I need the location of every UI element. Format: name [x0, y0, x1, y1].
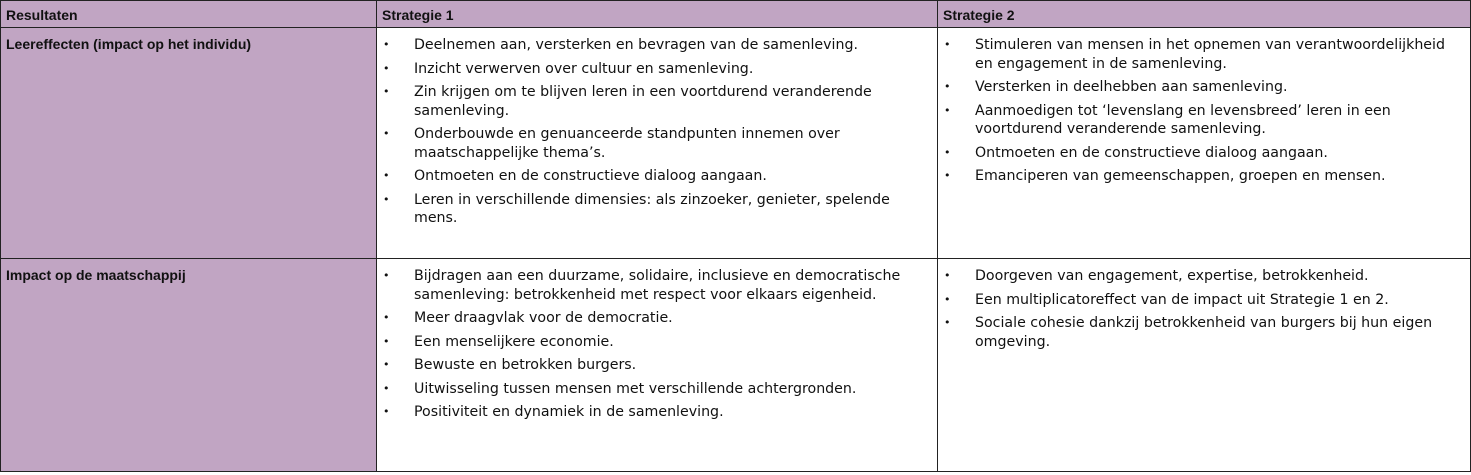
list-item-text: Deelnemen aan, versterken en bevragen van de samenleving.	[414, 37, 859, 53]
list-item-text: Versterken in deelhebben aan samenleving.	[975, 79, 1288, 95]
list-item-text: Meer draagvlak voor de democratie.	[414, 310, 673, 326]
list-item-text: Ontmoeten en de constructieve dialoog aangaan.	[414, 168, 767, 184]
list-item	[377, 60, 931, 79]
list-item-text: Inzicht verwerven over cultuur en samenleving.	[414, 60, 754, 77]
bullet-icon: •	[383, 38, 390, 51]
bullet-icon: •	[944, 269, 951, 282]
bullet-icon: •	[944, 169, 951, 182]
list-item	[377, 356, 931, 375]
list-item	[377, 125, 931, 162]
list-item	[938, 314, 1464, 351]
list-item	[377, 167, 931, 186]
bullet-list	[377, 267, 931, 422]
list-item	[377, 83, 931, 120]
table-row	[1, 28, 1471, 259]
bullet-icon: •	[383, 127, 390, 140]
bullet-icon: •	[944, 316, 951, 329]
bullet-icon: •	[944, 292, 951, 306]
bullet-icon: •	[383, 269, 390, 282]
list-item-text: Een multiplicatoreffect van de impact uit Strategie 1 en 2.	[975, 291, 1389, 308]
bullet-icon: •	[383, 405, 390, 418]
bullet-icon: •	[383, 358, 390, 371]
list-item	[938, 291, 1464, 310]
cell-strategie-2	[938, 259, 1471, 472]
list-item-text: Doorgeven van engagement, expertise, betrokkenheid.	[975, 268, 1369, 284]
bullet-icon: •	[383, 192, 390, 206]
table-header-row	[1, 1, 1471, 28]
list-item-text: Ontmoeten en de constructieve dialoog aangaan.	[975, 144, 1328, 161]
header-resultaten: Resultaten	[1, 1, 377, 28]
bullet-list	[938, 36, 1464, 186]
list-item-text: Uitwisseling tussen mensen met verschillende achtergronden.	[414, 380, 857, 397]
bullet-icon: •	[383, 61, 390, 75]
header-strategie-1: Strategie 1	[377, 1, 938, 28]
list-item	[377, 36, 931, 55]
list-item-text: Stimuleren van mensen in het opnemen van verantwoordelijkheid en engagement in de samenleving.	[975, 37, 1445, 72]
list-item	[377, 380, 931, 399]
row-label-leereffecten: Leereffecten (impact op het individu)	[1, 28, 377, 259]
list-item	[377, 403, 931, 422]
list-item-text: Bijdragen aan een duurzame, solidaire, inclusieve en democratische samenleving: betrokkenheid met respect voor elkaars eigenheid.	[414, 268, 901, 303]
list-item	[377, 191, 931, 228]
bullet-list	[938, 267, 1464, 351]
header-strategie-2: Strategie 2	[938, 1, 1471, 28]
bullet-icon: •	[944, 38, 951, 51]
bullet-icon: •	[944, 145, 951, 159]
bullet-icon: •	[383, 169, 390, 182]
cell-strategie-1	[377, 28, 938, 259]
list-item	[377, 333, 931, 352]
bullet-icon: •	[383, 381, 390, 395]
bullet-icon: •	[944, 80, 951, 93]
list-item	[377, 309, 931, 328]
list-item	[377, 267, 931, 304]
list-item-text: Leren in verschillende dimensies: als zinzoeker, genieter, spelende mens.	[414, 191, 890, 226]
list-item-text: Onderbouwde en genuanceerde standpunten innemen over maatschappelijke thema’s.	[414, 126, 840, 161]
bullet-icon: •	[944, 103, 951, 117]
list-item	[938, 144, 1464, 163]
cell-strategie-1	[377, 259, 938, 472]
bullet-icon: •	[383, 334, 390, 348]
list-item-text: Een menselijkere economie.	[414, 333, 614, 350]
row-label-impact-maatschappij: Impact op de maatschappij	[1, 259, 377, 472]
table-row	[1, 259, 1471, 472]
list-item-text: Sociale cohesie dankzij betrokkenheid van burgers bij hun eigen omgeving.	[975, 315, 1433, 350]
list-item-text: Aanmoedigen tot ‘levenslang en levensbreed’ leren in een voortdurend veranderende samenleving.	[975, 102, 1391, 137]
list-item	[938, 78, 1464, 97]
list-item-text: Positiviteit en dynamiek in de samenleving.	[414, 404, 724, 420]
list-item-text: Emanciperen van gemeenschappen, groepen en mensen.	[975, 168, 1386, 184]
list-item	[938, 267, 1464, 286]
bullet-list	[377, 36, 931, 228]
bullet-icon: •	[383, 311, 390, 324]
list-item	[938, 167, 1464, 186]
list-item	[938, 36, 1464, 73]
cell-strategie-2	[938, 28, 1471, 259]
list-item-text: Bewuste en betrokken burgers.	[414, 357, 637, 373]
list-item	[938, 102, 1464, 139]
list-item-text: Zin krijgen om te blijven leren in een voortdurend veranderende samenleving.	[414, 84, 872, 119]
bullet-icon: •	[383, 85, 390, 98]
